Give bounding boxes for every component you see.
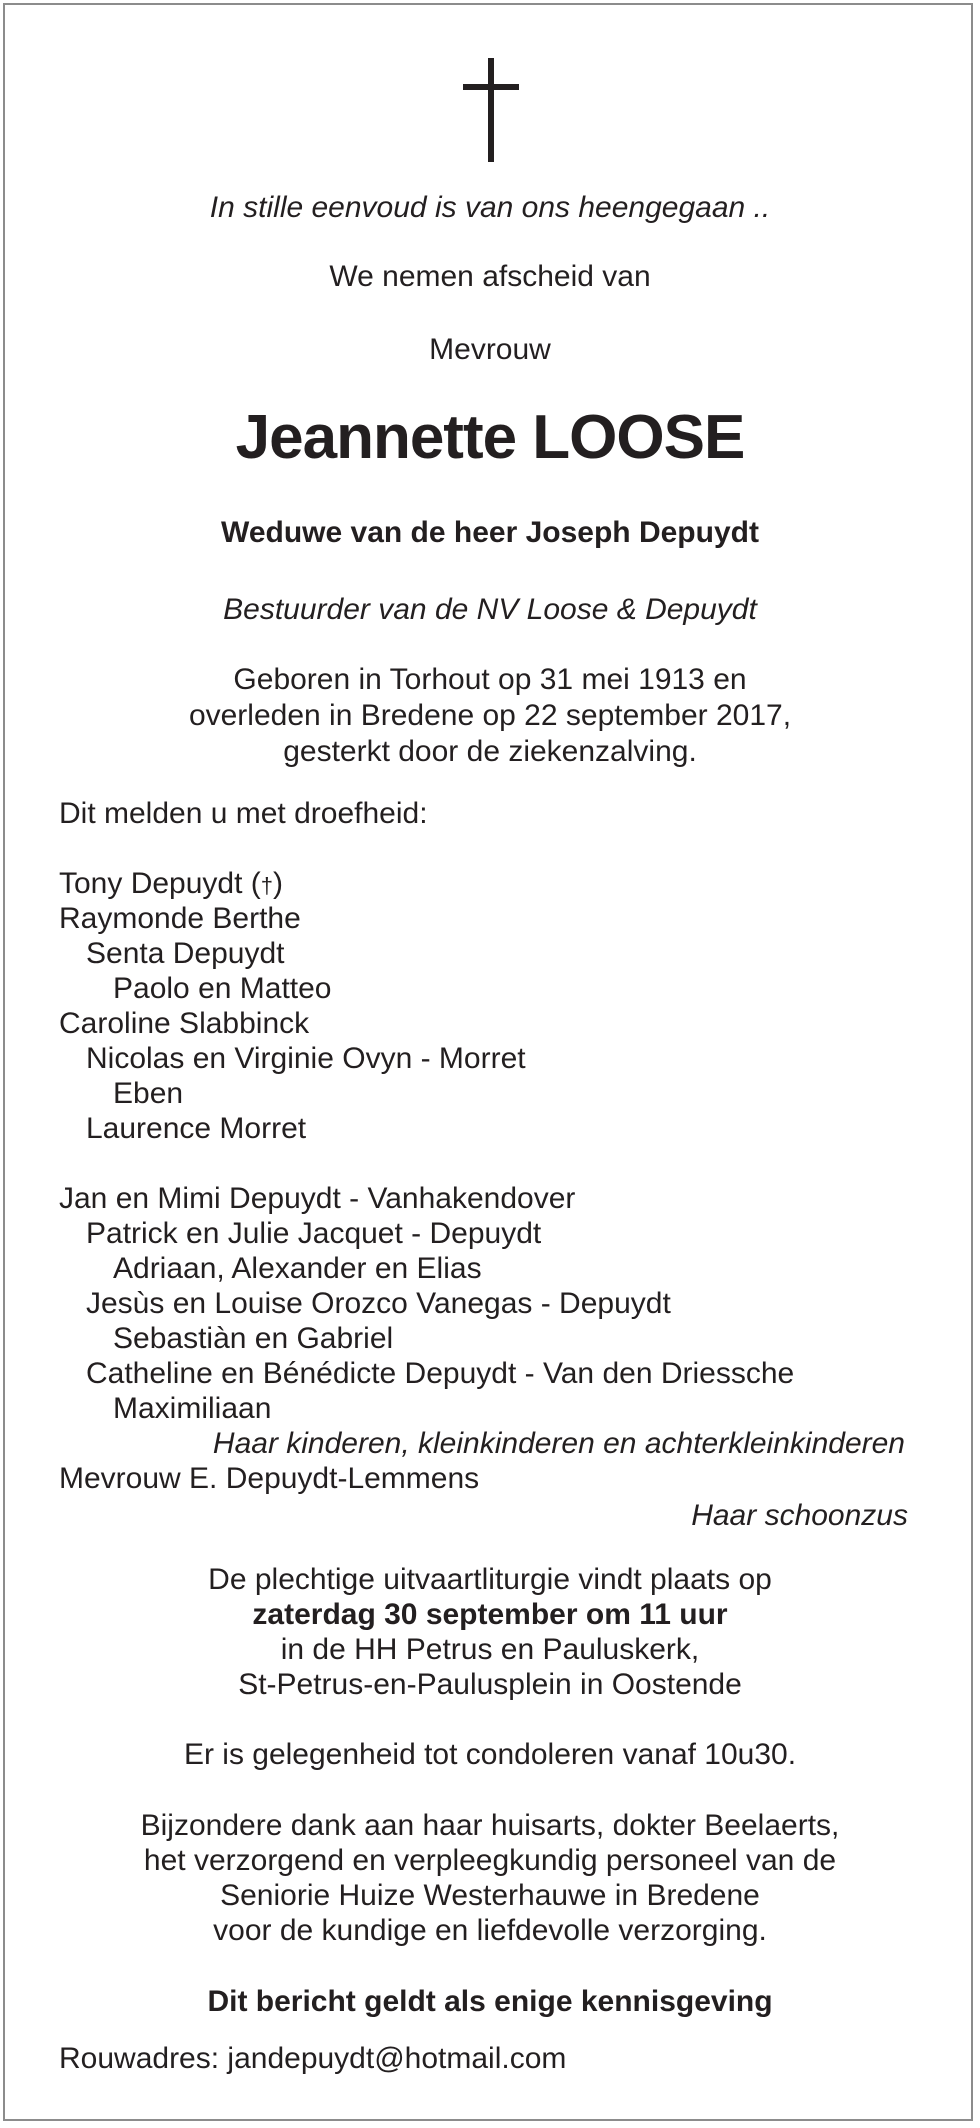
announce-text: Dit melden u met droefheid:	[59, 797, 428, 830]
family-member: Caroline Slabbinck	[59, 1007, 310, 1040]
funeral-address: St-Petrus-en-Paulusplein in Oostende	[238, 1668, 742, 1701]
family-member: Laurence Morret	[86, 1112, 307, 1145]
funeral-line: De plechtige uitvaartliturgie vindt plaats op	[208, 1563, 772, 1596]
family-member: Patrick en Julie Jacquet - Depuydt	[86, 1217, 542, 1250]
intro-text: In stille eenvoud is van ons heengegaan ..	[209, 191, 771, 224]
deceased-name: Jeannette LOOSE	[235, 403, 745, 472]
sacrament-line: gesterkt door de ziekenzalving.	[283, 735, 697, 768]
family-member: Jesùs en Louise Orozco Vanegas - Depuydt	[86, 1287, 671, 1320]
family-member: Jan en Mimi Depuydt - Vanhakendover	[59, 1182, 576, 1215]
family-member: Paolo en Matteo	[113, 972, 332, 1005]
funeral-date: zaterdag 30 september om 11 uur	[252, 1598, 728, 1631]
family-member: Tony Depuydt (†)	[59, 867, 284, 900]
thanks-line: voor de kundige en liefdevolle verzorging.	[213, 1914, 767, 1947]
family-member: Raymonde Berthe	[59, 902, 301, 935]
notice-text: Dit bericht geldt als enige kennisgeving	[207, 1985, 773, 2018]
role-text: Bestuurder van de NV Loose & Depuydt	[223, 593, 757, 626]
address-text: Rouwadres: jandepuydt@hotmail.com	[59, 2042, 567, 2075]
farewell-text: We nemen afscheid van	[329, 260, 651, 293]
thanks-line: het verzorgend en verpleegkundig personeel van de	[143, 1844, 837, 1877]
birth-line: Geboren in Torhout op 31 mei 1913 en	[233, 663, 747, 696]
death-line: overleden in Bredene op 22 september 2017,	[188, 699, 792, 732]
family-member: Sebastiàn en Gabriel	[113, 1322, 394, 1355]
small-cross-icon: †	[260, 873, 274, 898]
widow-of-text: Weduwe van de heer Joseph Depuydt	[221, 516, 759, 549]
family-member: Senta Depuydt	[86, 937, 285, 970]
family-caption: Haar kinderen, kleinkinderen en achterkleinkinderen	[212, 1427, 905, 1460]
sister-in-law: Mevrouw E. Depuydt-Lemmens	[59, 1462, 480, 1495]
family-member: Nicolas en Virginie Ovyn - Morret	[86, 1042, 526, 1075]
condolence-text: Er is gelegenheid tot condoleren vanaf 10u30.	[183, 1738, 797, 1771]
thanks-line: Bijzondere dank aan haar huisarts, dokter Beelaerts,	[140, 1809, 840, 1842]
title-text: Mevrouw	[429, 333, 551, 366]
funeral-church: in de HH Petrus en Pauluskerk,	[280, 1633, 700, 1666]
family-member: Maximiliaan	[113, 1392, 272, 1425]
sister-in-law-caption: Haar schoonzus	[691, 1499, 908, 1532]
family-member: Catheline en Bénédicte Depuydt - Van den Driessche	[86, 1357, 795, 1390]
thanks-line: Seniorie Huize Westerhauwe in Bredene	[220, 1879, 760, 1912]
family-member: Eben	[113, 1077, 184, 1110]
family-member: Adriaan, Alexander en Elias	[113, 1252, 482, 1285]
cross-icon	[463, 58, 519, 162]
